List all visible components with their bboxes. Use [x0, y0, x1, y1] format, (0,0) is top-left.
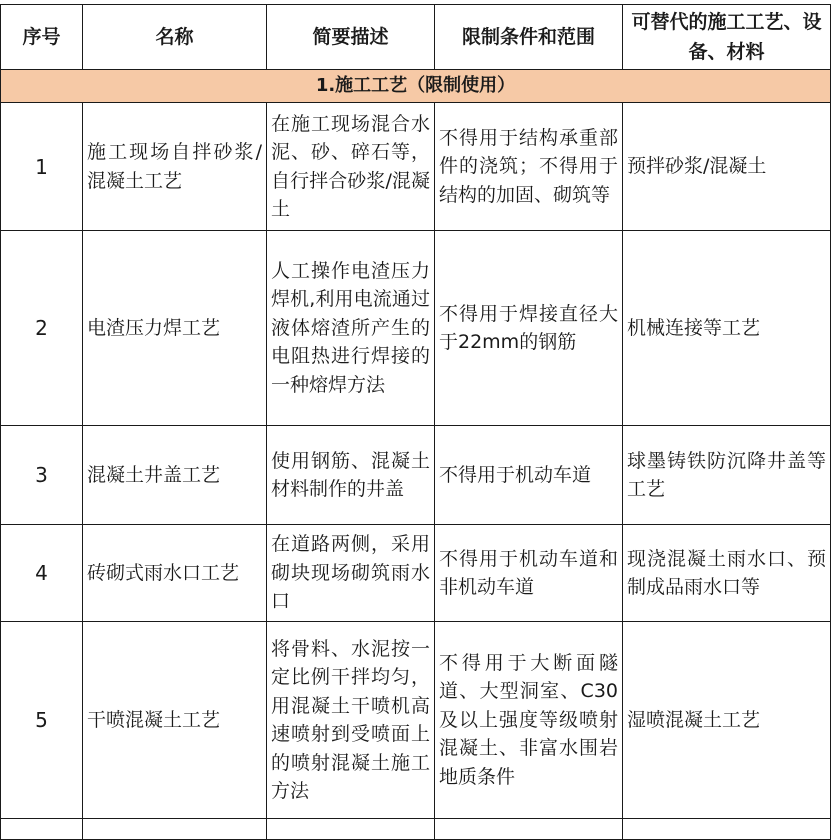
- row-number: 2: [1, 231, 83, 426]
- header-name: 名称: [83, 5, 267, 70]
- row-alternative: 湿喷混凝土工艺: [623, 622, 831, 819]
- table-row-partial: [1, 819, 831, 840]
- table-row: [1, 622, 831, 819]
- row-number: 4: [1, 525, 83, 622]
- partial-cell: [83, 819, 267, 840]
- row-name: 砖砌式雨水口工艺: [83, 525, 267, 622]
- table-row: [1, 231, 831, 426]
- row-limit: 不得用于焊接直径大于22mm的钢筋: [435, 231, 623, 426]
- row-alternative: 现浇混凝土雨水口、预制成品雨水口等: [623, 525, 831, 622]
- row-description: 人工操作电渣压力焊机,利用电流通过液体熔渣所产生的电阻热进行焊接的一种熔焊方法: [267, 231, 435, 426]
- row-name: 混凝土井盖工艺: [83, 426, 267, 525]
- row-name: 电渣压力焊工艺: [83, 231, 267, 426]
- row-limit: 不得用于机动车道: [435, 426, 623, 525]
- row-limit: 不得用于大断面隧道、大型洞室、C30及以上强度等级喷射混凝土、非富水围岩地质条件: [435, 622, 623, 819]
- row-limit: 不得用于结构承重部件的浇筑；不得用于结构的加固、砌筑等: [435, 103, 623, 231]
- partial-cell: [623, 819, 831, 840]
- row-description: 使用钢筋、混凝土材料制作的井盖: [267, 426, 435, 525]
- row-alternative: 球墨铸铁防沉降井盖等工艺: [623, 426, 831, 525]
- header-alternative: 可替代的施工工艺、设备、材料: [623, 5, 831, 70]
- row-number: 3: [1, 426, 83, 525]
- row-limit: 不得用于机动车道和非机动车道: [435, 525, 623, 622]
- row-description: 在道路两侧，采用砌块现场砌筑雨水口: [267, 525, 435, 622]
- row-alternative: 机械连接等工艺: [623, 231, 831, 426]
- partial-cell: [435, 819, 623, 840]
- header-no: 序号: [1, 5, 83, 70]
- table-row: [1, 426, 831, 525]
- row-alternative: 预拌砂浆/混凝土: [623, 103, 831, 231]
- partial-cell: [267, 819, 435, 840]
- row-name: 施工现场自拌砂浆/混凝土工艺: [83, 103, 267, 231]
- header-limit: 限制条件和范围: [435, 5, 623, 70]
- section-row: [1, 70, 831, 103]
- row-number: 1: [1, 103, 83, 231]
- table-row: [1, 525, 831, 622]
- header-row: [1, 5, 831, 70]
- partial-cell: [1, 819, 83, 840]
- section-title: 1.施工工艺（限制使用）: [1, 70, 831, 103]
- header-description: 简要描述: [267, 5, 435, 70]
- table-row: [1, 103, 831, 231]
- restriction-table: [0, 4, 831, 840]
- row-name: 干喷混凝土工艺: [83, 622, 267, 819]
- row-description: 在施工现场混合水泥、砂、碎石等，自行拌合砂浆/混凝土: [267, 103, 435, 231]
- row-number: 5: [1, 622, 83, 819]
- row-description: 将骨料、水泥按一定比例干拌均匀，用混凝土干喷机高速喷射到受喷面上的喷射混凝土施工方法: [267, 622, 435, 819]
